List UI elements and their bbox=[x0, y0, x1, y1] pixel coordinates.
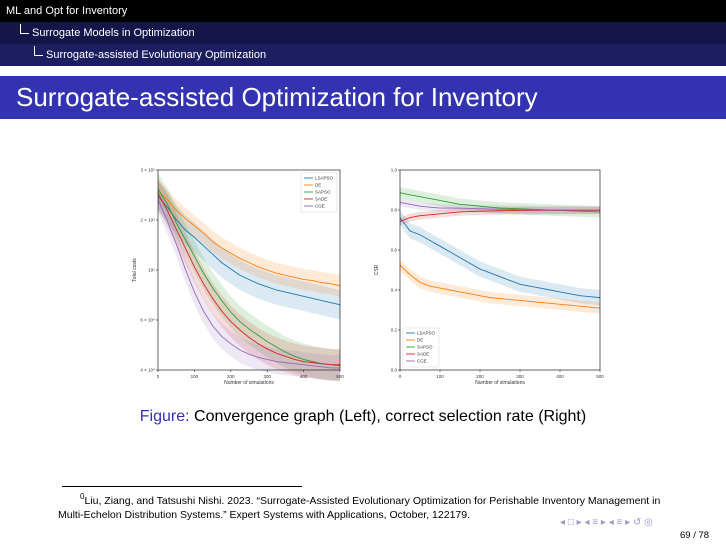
x-tick-label: 500 bbox=[336, 374, 344, 379]
figure bbox=[118, 150, 616, 395]
y-tick-label: 10⁵ bbox=[148, 267, 155, 273]
legend-label-CGE: CGE bbox=[315, 203, 325, 209]
legend-label-SAPSO: SAPSO bbox=[417, 344, 433, 350]
legend-label-DE: DE bbox=[315, 182, 322, 188]
y-tick-label: 6 × 10⁴ bbox=[140, 317, 155, 323]
y-tick-label: 0.2 bbox=[390, 327, 397, 333]
legend-label-DE: DE bbox=[417, 337, 424, 343]
legend-label-LSAPSO: LSAPSO bbox=[315, 175, 334, 181]
nav-search-icon[interactable]: ↺ bbox=[632, 517, 642, 528]
breadcrumb-subsubsection[interactable] bbox=[0, 44, 726, 66]
x-axis-label: Number of simulations bbox=[224, 380, 274, 386]
caption-text: Convergence graph (Left), correct selection rate (Right) bbox=[189, 408, 587, 425]
legend-label-SADE: SADE bbox=[417, 351, 430, 357]
legend-label-LSAPSO: LSAPSO bbox=[417, 330, 436, 336]
y-tick-label: 0.0 bbox=[390, 367, 397, 373]
y-tick-label: 0.6 bbox=[390, 247, 397, 253]
slide-title: Surrogate-assisted Optimization for Inventory bbox=[0, 76, 726, 119]
chart-2 bbox=[374, 168, 604, 387]
y-tick-label: 0.4 bbox=[390, 287, 397, 293]
legend-label-CGE: CGE bbox=[417, 358, 427, 364]
breadcrumb-subsection[interactable] bbox=[0, 22, 726, 44]
x-tick-label: 300 bbox=[516, 374, 524, 379]
footnote-mark: 0 bbox=[80, 492, 85, 501]
tree-corner-icon bbox=[20, 24, 29, 34]
y-axis-label: CSR bbox=[374, 264, 380, 276]
x-tick-label: 400 bbox=[299, 374, 308, 379]
tree-corner-icon bbox=[34, 46, 43, 56]
breadcrumb-section-label: ML and Opt for Inventory bbox=[6, 5, 128, 17]
y-tick-label: 4 × 10⁴ bbox=[140, 367, 155, 373]
legend-label-SAPSO: SAPSO bbox=[315, 189, 331, 195]
x-tick-label: 400 bbox=[556, 374, 564, 379]
x-tick-label: 200 bbox=[476, 374, 484, 379]
caption-label: Figure: bbox=[139, 408, 190, 425]
breadcrumb-section[interactable] bbox=[0, 0, 726, 22]
figure-caption bbox=[0, 408, 726, 426]
nav-next-sub-icon[interactable]: ▸ bbox=[625, 517, 631, 528]
y-tick-label: 2 × 10⁵ bbox=[140, 217, 155, 223]
chart-1 bbox=[132, 168, 344, 387]
y-tick-label: 1.0 bbox=[390, 167, 397, 173]
x-tick-label: 300 bbox=[263, 374, 271, 379]
x-tick-label: 100 bbox=[436, 374, 444, 379]
y-tick-label: 0.8 bbox=[390, 207, 397, 213]
beamer-navigation bbox=[560, 517, 720, 529]
x-tick-label: 100 bbox=[190, 374, 199, 379]
nav-prev-sub-icon[interactable]: ◂ bbox=[608, 517, 614, 528]
page-number: 69 / 78 bbox=[680, 530, 710, 541]
breadcrumb-subsubsection-label: Surrogate-assisted Evolutionary Optimization bbox=[46, 49, 267, 61]
nav-sub-icon[interactable]: ≡ bbox=[616, 517, 623, 528]
x-tick-label: 0 bbox=[398, 374, 402, 379]
y-tick-label: 3 × 10⁵ bbox=[140, 167, 155, 173]
nav-frame-icon[interactable]: □ bbox=[567, 517, 574, 528]
nav-next-icon[interactable]: ▸ bbox=[576, 517, 582, 528]
nav-zoom-icon[interactable]: ◎ bbox=[644, 517, 653, 528]
footnote-rule bbox=[62, 486, 302, 487]
y-axis-label: Total costs bbox=[132, 258, 138, 282]
nav-prev-section-icon[interactable]: ◂ bbox=[584, 517, 590, 528]
x-tick-label: 200 bbox=[227, 374, 235, 379]
nav-prev-icon[interactable]: ◂ bbox=[560, 517, 566, 528]
breadcrumb-subsection-label: Surrogate Models in Optimization bbox=[32, 27, 195, 39]
nav-next-section-icon[interactable]: ▸ bbox=[600, 517, 606, 528]
charts-figure bbox=[118, 150, 616, 395]
legend-label-SADE: SADE bbox=[315, 196, 328, 202]
footnote-text: Liu, Ziang, and Tatsushi Nishi. 2023. “Surrogate-Assisted Evolutionary Optimization for Perishable Inventory Management in Multi-Echelon Distribution Systems.” Expert Systems with Applications, October, 122179. bbox=[58, 495, 661, 521]
x-tick-label: 0 bbox=[156, 374, 160, 379]
x-tick-label: 500 bbox=[596, 374, 604, 379]
nav-section-icon[interactable]: ≡ bbox=[592, 517, 599, 528]
x-axis-label: Number of simulations bbox=[475, 380, 525, 386]
